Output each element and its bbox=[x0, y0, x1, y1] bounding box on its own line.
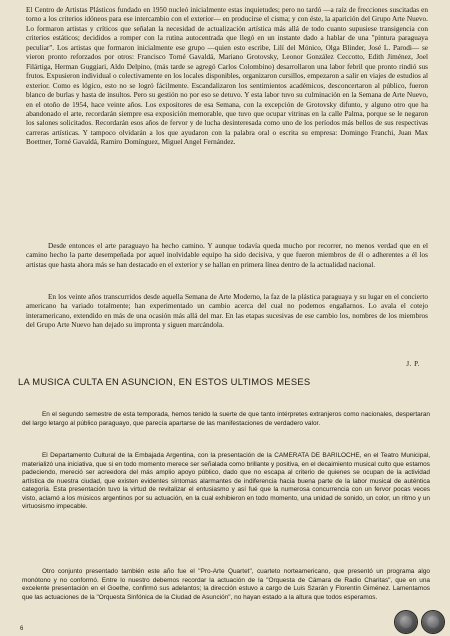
coin-thumbnail-icon[interactable] bbox=[395, 611, 417, 633]
article2-paragraph-2: El Departamento Cultural de la Embajada Argentina, con la presentación de la CAMERATA DE BARILOCHE, en el Teatro Municipal, materializó una iniciativa, que si en todo momento merece ser señalada como brillante y positiva, en el decaimiento musical culto que estamos padeciendo, mereció ser acreedora del más amplio apoyo público, dado que no escapa al criterio de quienes se ocupan de la actividad artística de nuestra ciudad, que existen evidentes síntomas alarmantes de indiferencia hacia buena parte de la labor musical de auténtica categoría. Esta presentación tuvo la virtud de revitalizar el entusiasmo y así fué que la numerosa concurrencia con un fervor pocas veces visto, aclamó a los músicos argentinos por su actuación, en la cual exhibieron en todo momento, una unidad de sonido, un color, un ritmo y un virtuosismo impecable. bbox=[22, 452, 430, 511]
article1-paragraph-1 bbox=[26, 6, 428, 148]
article2-heading: LA MUSICA CULTA EN ASUNCION, EN ESTOS ULTIMOS MESES bbox=[18, 376, 311, 387]
page-number: 6 bbox=[20, 626, 24, 632]
thumbnail-strip bbox=[395, 611, 450, 635]
article2-paragraph-1: En el segundo semestre de esta temporada, hemos tenido la suerte de que tanto intérpretes extranjeros como nacionales, despertaran del largo letargo al público paraguayo, que parecía apartarse de las manifestaciones de verdadero valor. bbox=[22, 411, 430, 427]
article1-paragraph-1-text: Centro de Artistas Plásticos fundado en 1950 nucleó inicialmente estas inquietudes; pero no tardó —a raíz de frecciones suscitadas en torno a los criterios idóneos para ese intercambio con el exterior— en producirse el cisma; y con éste, la aparición del Grupo Arte Nuevo. Lo formaron artistas y críticos que señalan la necesidad de actualización artística más allá de todo cuanto supusiese transigencia con criterios estáticos; decididos a romper con la rutina autocentrada que llegó en un instante dado a hablar de una "pintura paraguaya peculiar". Los artistas que formaron inicialmente ese grupo —quien esto escribe, Lilí del Mónico, Olga Blinder, José L. Parodi— se vieron pronto reforzados por otros: Francisco Torné Gavaldá, Mariano Grotovsky, Leonor González Ceccotto, Edith Jiménez, Joel Filártiga, Herman Guggiari, Aldo Delpino, (más tarde se agregó Carlos Colombino) desarrollaron una labor febril que pronto rindió sus frutos. Expusieron individual o colectivamente en los locales disponibles, organizaron cursillos, empezaron a salir en viajes de estudios al exterior. Como es lógico, esto no se logró fácilmente. Escandalizaron los sentimientos académicos, desconcertaron al público, fueron blanco de burlas y hasta de insultos. Pero su gestión no por eso se detuvo. Y esta labor tuvo su culminación en la Semana de Arte Nuevo, en el otoño de 1954, hace veinte años. Los expositores de esa Semana, con la excepción de Grotovsky difunto, y alguno otro que ha abandonado el arte, recordarán siempre esa exposición memorable, que tuvo que ocupar vitrinas en la calle Palma, porque se le negaron los salones solicitados. Recordarán esos años de fervor y de lucha desinteresada como uno de los períodos más bellos de sus respectivas carreras artísticas. Y tampoco olvidarán a los que ayudaron con la palabra oral o escrita su empresa: Domingo Franchi, Juan Max Boettner, Torné Gavaldá, Ramiro Domínguez, Miguel Angel Fernández. bbox=[26, 6, 429, 147]
coin-thumbnail-icon[interactable] bbox=[422, 611, 444, 633]
article1-signature: J. P. bbox=[406, 360, 420, 368]
coin-highlight bbox=[400, 616, 412, 628]
article1-paragraph-2: Desde entonces el arte paraguayo ha hecho camino. Y aunque todavía queda mucho por recorrer, no menos verdad que en el camino hecho la parte desempeñada por aquel inolvidable equipo ha sido decisiva, y que fueron miembros de él o adherentes a él los artistas que hasta ahora más se han destacado en el exterior y se hallan en primera línea dentro de la actualidad nacional. bbox=[26, 242, 428, 269]
coin-highlight bbox=[427, 616, 439, 628]
article1-lead-word: El bbox=[26, 6, 33, 14]
article1-paragraph-3: En los veinte años transcurridos desde aquella Semana de Arte Moderno, la faz de la plástica paraguaya y su lugar en el concierto americano ha variado totalmente; han experimentado un cambio acerca del cual no podemos engañarnos. Lo avala el cotejo interamericano, extendido en más de una ocasión más allá del mar. En las etapas sucesivas de ese cambio los, nombres de los miembros del Grupo Arte Nuevo han dejado su impronta y siguen marcándola. bbox=[26, 293, 428, 330]
article2-paragraph-3: Otro conjunto presentado también este año fue el "Pro-Arte Quartet", cuarteto norteamericano, que presentó un programa algo monótono y no conformó. Entre lo nuestro debemos recordar la actuación de la "Orquesta de Cámara de Radio Charitas", que en una excelente presentación en el Goethe, confirmó sus adelantos; la dirección estuvo a cargo de Luis Szarán y Florentín Giménez. Lamentamos que las actuaciones de la "Orquesta Sinfónica de la Ciudad de Asunción", no hayan estado a la altura que todos esperamos. bbox=[22, 568, 430, 601]
